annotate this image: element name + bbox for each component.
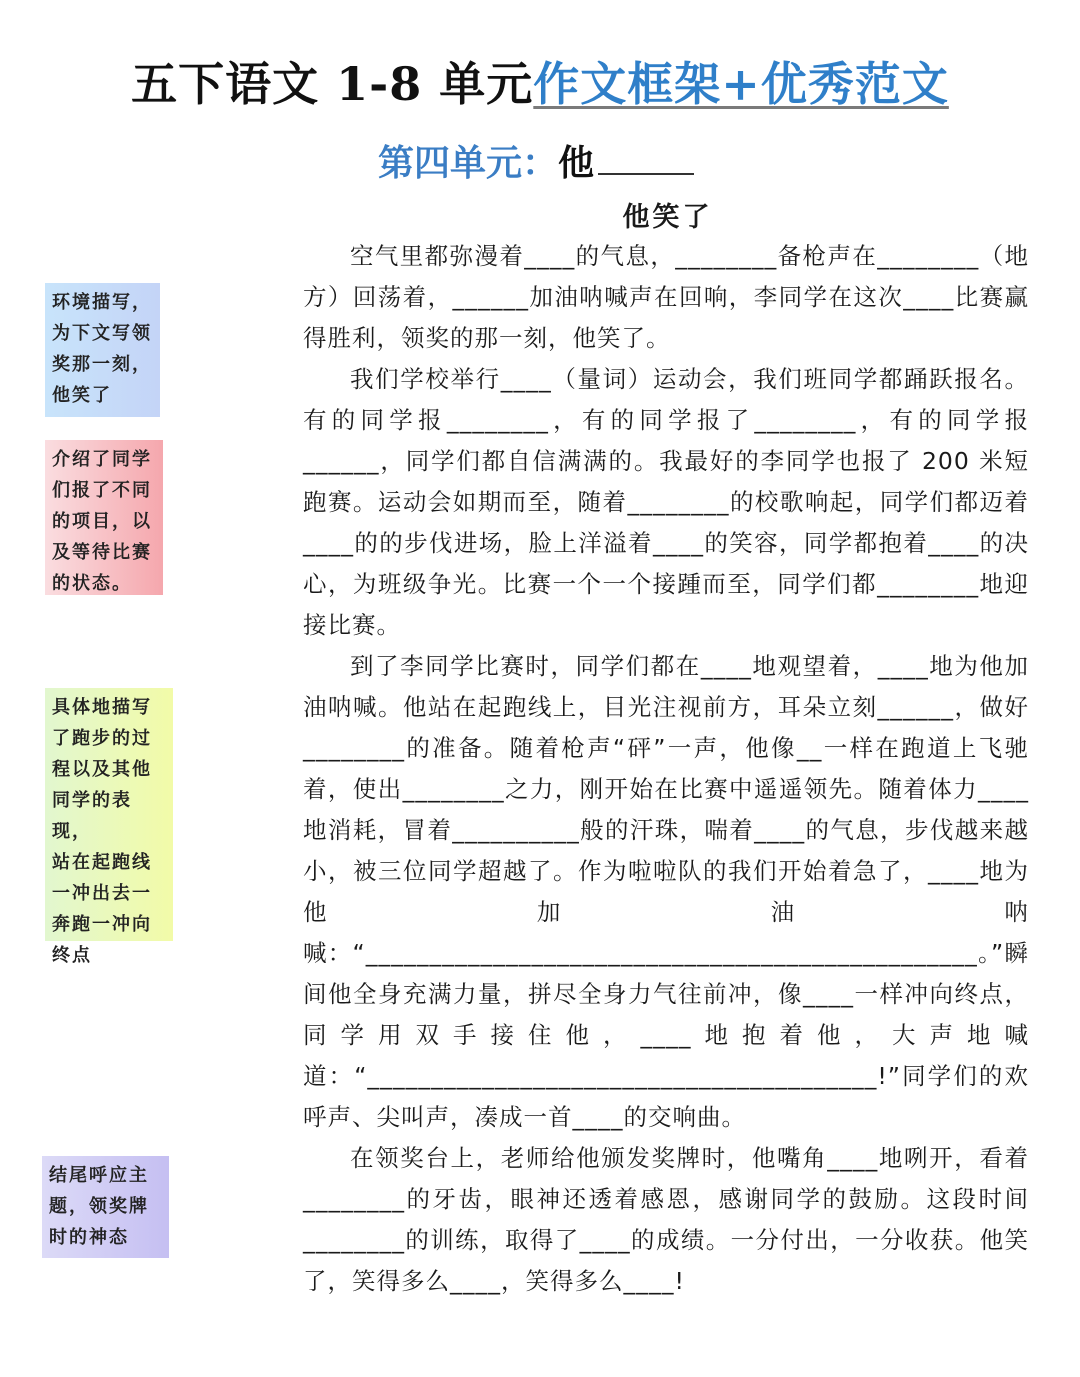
annotation-events: 介绍了同学 们报了不同 的项目，以 及等待比赛 的状态。	[45, 440, 163, 595]
page-title	[0, 48, 1080, 114]
annotation-environment: 环境描写， 为下文写领 奖那一刻， 他笑了	[45, 283, 160, 417]
unit-blank-line	[598, 143, 694, 175]
unit-subject: 他	[558, 142, 595, 184]
unit-heading	[378, 135, 694, 186]
essay-paragraph-2: 我们学校举行____（量词）运动会，我们班同学都踊跃报名。有的同学报________，有的同学报了________，有的同学报______，同学们都自信满满的。我最好的李同学也报了 200 米短跑赛。运动会如期而至，随着________的校歌响起，同学们都迈着____的的步伐进场，脸上洋溢着____的笑容，同学都抱着____的决心，为班级争光。比赛一个一个接踵而至，同学们都________地迎接比赛。	[303, 365, 1029, 639]
annotation-ending: 结尾呼应主 题，领奖牌 时的神态	[42, 1156, 169, 1258]
page-title-accent: 作文框架+优秀范文	[533, 57, 949, 111]
essay-paragraph-1: 空气里都弥漫着____的气息，________备枪声在________（地方）回荡着，______加油呐喊声在回响，李同学在这次____比赛赢得胜利，领奖的那一刻，他笑了。	[303, 242, 1029, 352]
essay-title: 他笑了	[622, 202, 713, 233]
page-title-main: 五下语文 1-8 单元	[131, 57, 534, 111]
essay-body	[303, 236, 1029, 1302]
unit-label: 第四单元：	[378, 143, 559, 184]
essay-paragraph-4: 在领奖台上，老师给他颁发奖牌时，他嘴角____地咧开，看着________的牙齿，眼神还透着感恩，感谢同学的鼓励。这段时间________的训练，取得了____的成绩。一分付出，一分收获。他笑了，笑得多么____，笑得多么____!	[303, 1144, 1029, 1295]
annotation-race: 具体地描写 了跑步的过 程以及其他 同学的表现， 站在起跑线 一冲出去一 奔跑一冲向 终点	[45, 688, 173, 941]
essay-paragraph-3: 到了李同学比赛时，同学们都在____地观望着，____地为他加油呐喊。他站在起跑线上，目光注视前方，耳朵立刻______，做好________的准备。随着枪声“砰”一声，他像__一样在跑道上飞驰着，使出________之力，刚开始在比赛中遥遥领先。随着体力____地消耗，冒着__________般的汗珠，喘着____的气息，步伐越来越小，被三位同学超越了。作为啦啦队的我们开始着急了，____地为他加油呐喊：“________________________________________________。”瞬间他全身充满力量，拼尽全身力气往前冲，像____一样冲向终点，同学用双手接住他，____地抱着他，大声地喊道：“________________________________________!”同学们的欢呼声、尖叫声，凑成一首____的交响曲。	[303, 652, 1029, 1131]
